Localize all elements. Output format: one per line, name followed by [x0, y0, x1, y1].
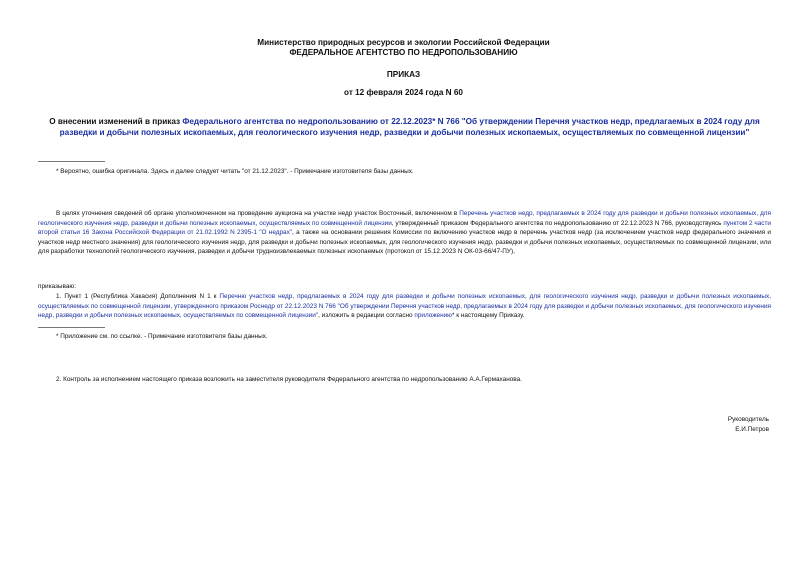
footnote-date-correction: * Вероятно, ошибка оригинала. Здесь и далее следует читать "от 21.12.2023". - Примечание изготовителя базы данных.	[56, 168, 414, 175]
footnote-appendix: * Приложение см. по ссылке. - Примечание изготовителя базы данных.	[56, 333, 268, 340]
preamble-text-1: В целях уточнения сведений об органе уполномоченном на проведение аукциона на участке недр участок Восточный, включенном в	[56, 210, 460, 217]
title-order-link[interactable]: Федерального агентства по недропользованию от 22.12.2023* N 766 "Об утверждении Перечня участков недр, предлагаемых в 2024 году для разведки и добычи полезных ископаемых, для геологического изучения недр, разведки и добычи полезных ископаемых, осуществляемых по совмещенной лицензии"	[59, 117, 760, 137]
item-1-text-3: * к настоящему Приказу.	[451, 312, 525, 320]
preamble-text-2: , утвержденный приказом Федерального агентства по недропользованию от 22.12.2023 N 766, руководствуясь	[391, 219, 724, 227]
document-date: от 12 февраля 2024 года N 60	[344, 88, 463, 97]
item-2-paragraph: 2. Контроль за исполнением настоящего приказа возложить на заместителя руководителя Федерального агентства по недропользованию А.А.Гермаханова.	[56, 376, 522, 383]
list-of-subsoil-areas-link-2[interactable]: Перечню участков недр, предлагаемых в 2024 году для разведки и добычи полезных ископаемых, для геологического изучения недр, разведки и добычи полезных ископаемых, осуществляемых по совмещенной лицензии, утвержденного приказом Роснедр от 22.12.2023 N 766 "Об утверждении Перечня участков недр, предлагаемых в 2024 году для разведки и добычи полезных ископаемых, для геологического изучения недр, разведки и добычи полезных ископаемых, осуществляемых по совмещенной лицензии"	[38, 293, 771, 320]
order-word: приказываю:	[38, 283, 76, 290]
appendix-link[interactable]: приложению	[414, 312, 452, 320]
item-1-text-2: , изложить в редакции согласно	[318, 312, 415, 320]
item-1-paragraph	[38, 292, 771, 321]
footnote-divider-2	[38, 327, 105, 328]
item-1-text-1: 1. Пункт 1 (Республика Хакасия) Дополнения N 1 к	[56, 293, 220, 300]
agency-name: ФЕДЕРАЛЬНОЕ АГЕНТСТВО ПО НЕДРОПОЛЬЗОВАНИЮ	[289, 48, 518, 57]
footnote-divider	[38, 161, 105, 162]
document-type: ПРИКАЗ	[386, 70, 421, 79]
list-of-subsoil-areas-link[interactable]: Перечень участков недр, предлагаемых в 2024 году для разведки и добычи полезных ископаемых, для геологического изучения недр, разведки и добычи полезных ископаемых, осуществляемых по совмещенной лицензии	[38, 210, 771, 227]
title-prefix: О внесении изменений в приказ	[49, 117, 183, 126]
signature-name: Е.И.Петров	[735, 426, 769, 433]
preamble-text-3: , а также на основании решения Комиссии по включению участков недр в перечень участков недр (за исключением участков недр федерального значения и участков недр местного значения) для геологического изучения недр, для разведки и добычи полезных ископаемых, для геологического изучения недр, разведки и добычи полезных ископаемых, осуществляемых по совмещенной лицензии, или для разработки технологий геологического изучения, разведки и добычи трудноизвлекаемых полезных ископаемых (протокол от 15.12.2023 N ОК-03-66/47-ПУ),	[38, 229, 771, 256]
document-title	[38, 116, 771, 138]
preamble-paragraph	[38, 209, 771, 257]
law-on-subsoil-link[interactable]: пунктом 2 части второй статьи 16 Закона Российской Федерации от 21.02.1992 N 2395-1 "О недрах"	[38, 219, 771, 237]
ministry-name: Министерство природных ресурсов и экологии Российской Федерации	[257, 38, 550, 47]
signature-position: Руководитель	[727, 416, 769, 423]
